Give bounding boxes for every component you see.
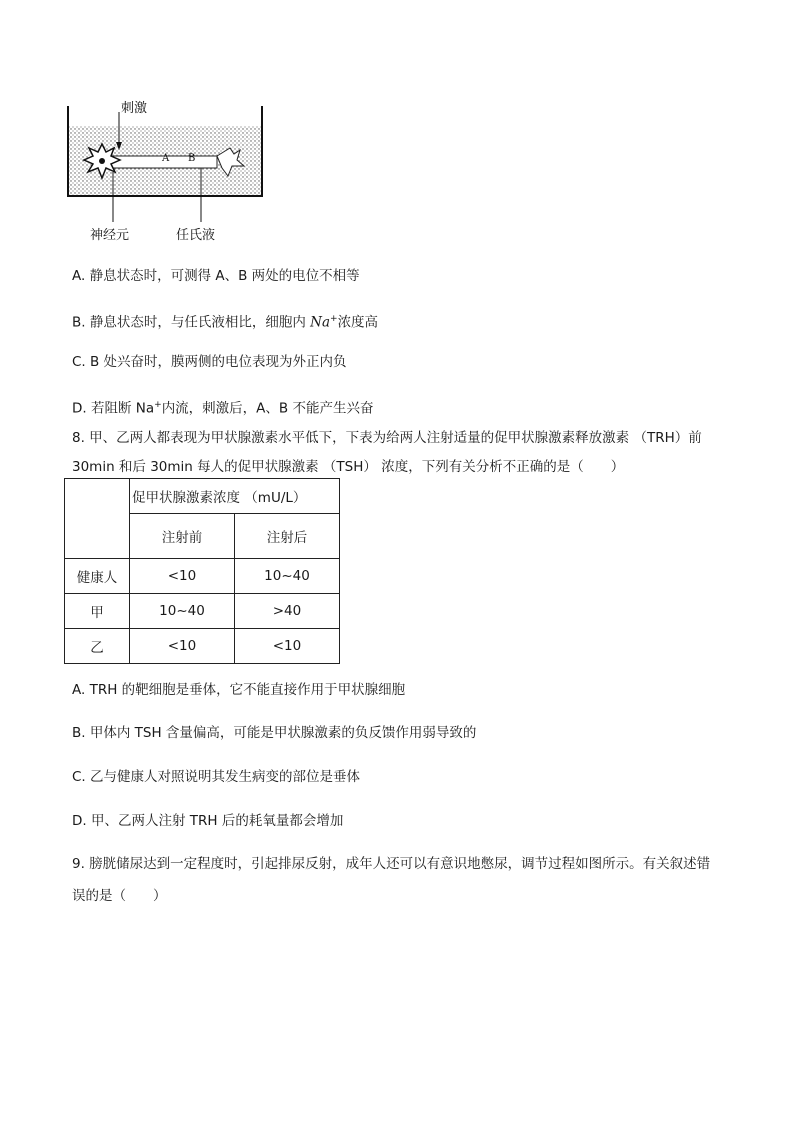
nucleus bbox=[99, 158, 105, 164]
label-neuron: 神经元 bbox=[90, 228, 130, 243]
table-row bbox=[65, 629, 340, 664]
table-row bbox=[65, 559, 340, 594]
row-before: <10 bbox=[130, 559, 235, 594]
tsh-table bbox=[64, 478, 340, 664]
label-stimulus: 刺激 bbox=[121, 101, 148, 116]
q7-option-a: A. 静息状态时，可测得 A、B 两处的电位不相等 bbox=[72, 268, 360, 284]
label-A: A bbox=[162, 153, 170, 164]
label-B: B bbox=[188, 153, 196, 164]
table-row bbox=[65, 594, 340, 629]
q7-option-b-post: 浓度高 bbox=[337, 314, 379, 331]
label-ringer-solution: 任氏液 bbox=[176, 228, 216, 243]
row-after: >40 bbox=[235, 594, 340, 629]
row-name: 乙 bbox=[65, 629, 130, 664]
row-before: <10 bbox=[130, 629, 235, 664]
row-after: 10~40 bbox=[235, 559, 340, 594]
q7-option-b-pre: B. 静息状态时，与任氏液相比，细胞内 bbox=[72, 314, 311, 331]
q8-stem-line2: 30min 和后 30min 每人的促甲状腺激素 （TSH） 浓度，下列有关分析不正确的是（ ） bbox=[72, 459, 625, 475]
q8-option-b: B. 甲体内 TSH 含量偏高，可能是甲状腺激素的负反馈作用弱导致的 bbox=[72, 725, 477, 741]
q7-option-d-sup: + bbox=[154, 400, 162, 410]
q8-option-d: D. 甲、乙两人注射 TRH 后的耗氧量都会增加 bbox=[72, 813, 344, 829]
q8-option-a: A. TRH 的靶细胞是垂体，它不能直接作用于甲状腺细胞 bbox=[72, 682, 406, 698]
q8-option-c: C. 乙与健康人对照说明其发生病变的部位是垂体 bbox=[72, 769, 361, 785]
col-after-header: 注射后 bbox=[235, 514, 340, 559]
table-header: 促甲状腺激素浓度 （mU/L） bbox=[130, 479, 340, 514]
row-name: 甲 bbox=[65, 594, 130, 629]
q7-option-b bbox=[72, 309, 378, 333]
row-after: <10 bbox=[235, 629, 340, 664]
q7-option-b-sup: + bbox=[330, 314, 338, 324]
row-before: 10~40 bbox=[130, 594, 235, 629]
q7-option-d-pre: D. 若阻断 Na bbox=[72, 400, 155, 417]
row-name: 健康人 bbox=[65, 559, 130, 594]
q7-option-c: C. B 处兴奋时，膜两侧的电位表现为外正内负 bbox=[72, 354, 347, 370]
neuron-diagram bbox=[62, 96, 282, 246]
q9-stem-line1: 9. 膀胱储尿达到一定程度时，引起排尿反射，成年人还可以有意识地憋尿，调节过程如图所示。有关叙述错 bbox=[72, 856, 711, 872]
q7-option-d-post: 内流，刺激后，A、B 不能产生兴奋 bbox=[161, 400, 374, 417]
q8-stem-line1: 8. 甲、乙两人都表现为甲状腺激素水平低下，下表为给两人注射适量的促甲状腺激素释放激素 （TRH）前 bbox=[72, 430, 702, 446]
table-corner-cell bbox=[65, 479, 130, 559]
q7-option-d bbox=[72, 395, 373, 419]
col-before-header: 注射前 bbox=[130, 514, 235, 559]
q7-option-b-na: Na bbox=[310, 314, 331, 331]
q9-stem-line2: 误的是（ ） bbox=[72, 888, 167, 904]
